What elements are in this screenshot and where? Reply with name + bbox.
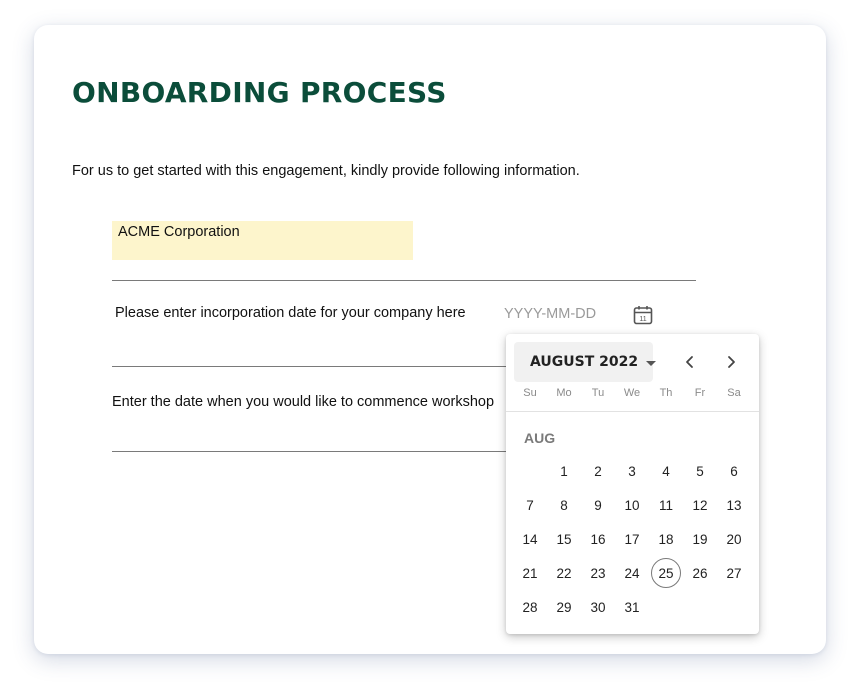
week-row <box>513 488 751 522</box>
month-short-label: AUG <box>524 430 556 446</box>
prev-month-button[interactable] <box>676 348 704 376</box>
weekday-label: Fr <box>694 387 706 399</box>
day-cell[interactable]: 9 <box>594 497 602 513</box>
day-cell[interactable]: 23 <box>590 565 606 581</box>
svg-text:11: 11 <box>639 316 647 323</box>
day-cell[interactable]: 6 <box>730 463 738 479</box>
day-cell[interactable]: 15 <box>556 531 572 547</box>
day-cell[interactable]: 5 <box>696 463 704 479</box>
next-month-button[interactable] <box>717 348 745 376</box>
day-cell[interactable]: 1 <box>560 463 568 479</box>
day-cell[interactable]: 24 <box>624 565 640 581</box>
month-year-label: AUGUST 2022 <box>530 354 639 370</box>
day-cell[interactable]: 10 <box>624 497 640 513</box>
weekday-label: Th <box>659 387 673 399</box>
calendar-icon[interactable] <box>632 304 654 326</box>
divider <box>112 366 514 367</box>
week-row <box>513 454 751 488</box>
empty-day-cell <box>717 590 751 624</box>
day-cell[interactable]: 16 <box>590 531 606 547</box>
day-cell[interactable]: 26 <box>692 565 708 581</box>
incorporation-date-label: Please enter incorporation date for your company here <box>115 305 466 321</box>
weekday-label: Tu <box>591 387 605 399</box>
day-cell[interactable]: 7 <box>526 497 534 513</box>
day-cell[interactable]: 18 <box>658 531 674 547</box>
day-cell[interactable]: 3 <box>628 463 636 479</box>
day-cell[interactable]: 27 <box>726 565 742 581</box>
day-cell[interactable]: 4 <box>662 463 670 479</box>
day-cell[interactable]: 11 <box>658 497 673 513</box>
caret-down-icon <box>646 361 656 366</box>
empty-day-cell <box>649 590 683 624</box>
day-cell[interactable]: 30 <box>590 599 606 615</box>
day-cell-today[interactable]: 25 <box>649 556 683 590</box>
weekday-label: Mo <box>556 387 572 399</box>
week-row <box>513 590 751 624</box>
weekday-header <box>513 387 751 399</box>
day-cell[interactable]: 21 <box>522 565 538 581</box>
weekday-label: Sa <box>727 387 741 399</box>
day-grid <box>513 454 751 624</box>
company-name-field[interactable]: ACME Corporation <box>112 221 413 260</box>
weekday-label: We <box>623 387 641 399</box>
day-cell[interactable]: 29 <box>556 599 572 615</box>
incorporation-date-input[interactable]: YYYY-MM-DD <box>504 306 597 322</box>
workshop-date-label: Enter the date when you would like to commence workshop <box>112 394 495 410</box>
intro-text: For us to get started with this engagement, kindly provide following information. <box>72 163 580 179</box>
empty-day-cell <box>683 590 717 624</box>
datepicker-popup <box>506 334 759 634</box>
day-cell[interactable]: 31 <box>624 599 640 615</box>
day-cell[interactable]: 22 <box>556 565 572 581</box>
divider <box>112 451 514 452</box>
day-cell[interactable]: 20 <box>726 531 742 547</box>
day-cell[interactable]: 14 <box>522 531 538 547</box>
empty-day-cell <box>513 454 547 488</box>
day-cell[interactable]: 12 <box>692 497 708 513</box>
day-cell[interactable]: 28 <box>522 599 538 615</box>
weekday-label: Su <box>523 387 537 399</box>
week-row <box>513 522 751 556</box>
divider <box>112 280 696 281</box>
day-cell[interactable]: 19 <box>692 531 708 547</box>
month-year-selector[interactable] <box>514 342 653 382</box>
page-title: ONBOARDING PROCESS <box>72 76 447 109</box>
popup-divider <box>506 411 759 412</box>
chevron-left-icon <box>683 355 697 369</box>
chevron-right-icon <box>724 355 738 369</box>
week-row <box>513 556 751 590</box>
day-cell[interactable]: 13 <box>726 497 742 513</box>
day-cell[interactable]: 8 <box>560 497 568 513</box>
day-cell[interactable]: 2 <box>594 463 602 479</box>
day-cell[interactable]: 17 <box>624 531 640 547</box>
